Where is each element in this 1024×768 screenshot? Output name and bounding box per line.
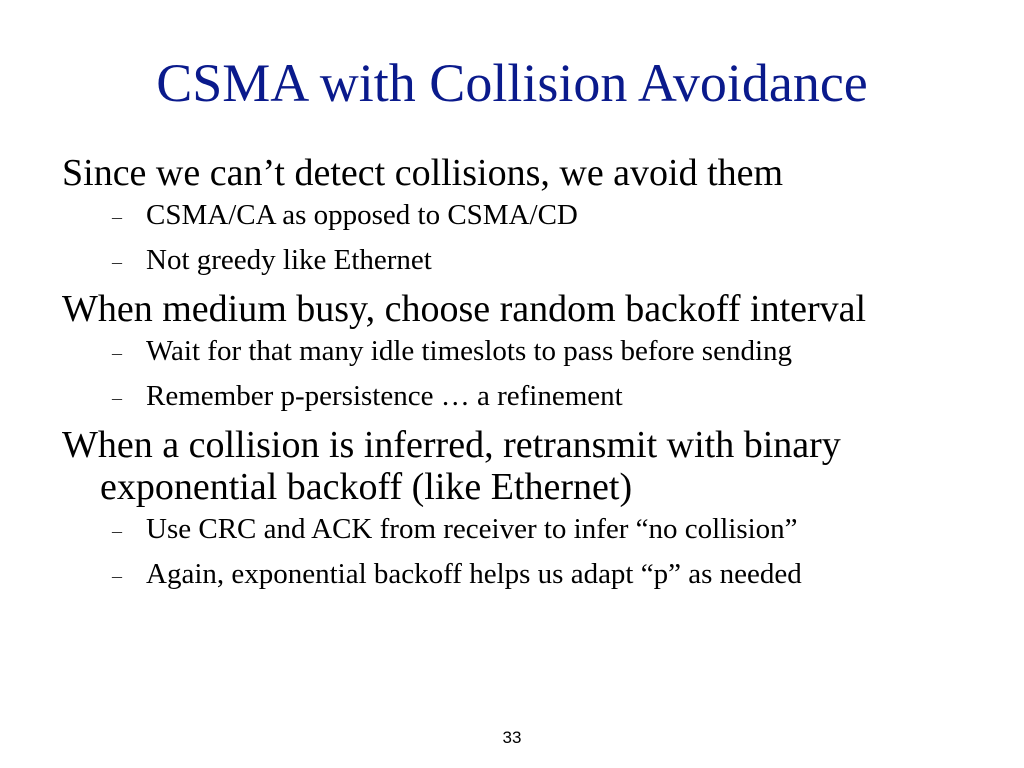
slide-title: CSMA with Collision Avoidance bbox=[156, 53, 868, 113]
sub-bullet-item bbox=[62, 512, 1012, 546]
sub-bullet-text: Not greedy like Ethernet bbox=[146, 244, 432, 276]
bullet-item: When medium busy, choose random backoff interval bbox=[62, 288, 867, 330]
bullet-item: When a collision is inferred, retransmit with binary exponential backoff (like Ethernet) bbox=[62, 424, 841, 508]
dash-marker: – bbox=[112, 387, 122, 409]
bullet-list bbox=[62, 152, 1012, 602]
sub-bullet-item bbox=[62, 243, 1012, 277]
sub-bullet-item bbox=[62, 379, 1012, 413]
dash-marker: – bbox=[112, 342, 122, 364]
bullet-item: Since we can’t detect collisions, we avoid them bbox=[62, 152, 784, 194]
dash-marker: – bbox=[112, 565, 122, 587]
page-number: 33 bbox=[502, 728, 522, 747]
sub-bullet-text: Again, exponential backoff helps us adapt “p” as needed bbox=[146, 558, 802, 590]
sub-bullet-text: Remember p-persistence … a refinement bbox=[146, 380, 623, 412]
sub-bullet-item bbox=[62, 198, 1012, 232]
sub-bullet-text: CSMA/CA as opposed to CSMA/CD bbox=[146, 199, 578, 231]
sub-bullet-text: Wait for that many idle timeslots to pass before sending bbox=[146, 335, 793, 367]
dash-marker: – bbox=[112, 520, 122, 542]
sub-bullet-text: Use CRC and ACK from receiver to infer “no collision” bbox=[146, 513, 798, 545]
dash-marker: – bbox=[112, 206, 122, 228]
dash-marker: – bbox=[112, 251, 122, 273]
sub-bullet-item bbox=[62, 557, 1012, 591]
sub-bullet-item bbox=[62, 334, 1012, 368]
